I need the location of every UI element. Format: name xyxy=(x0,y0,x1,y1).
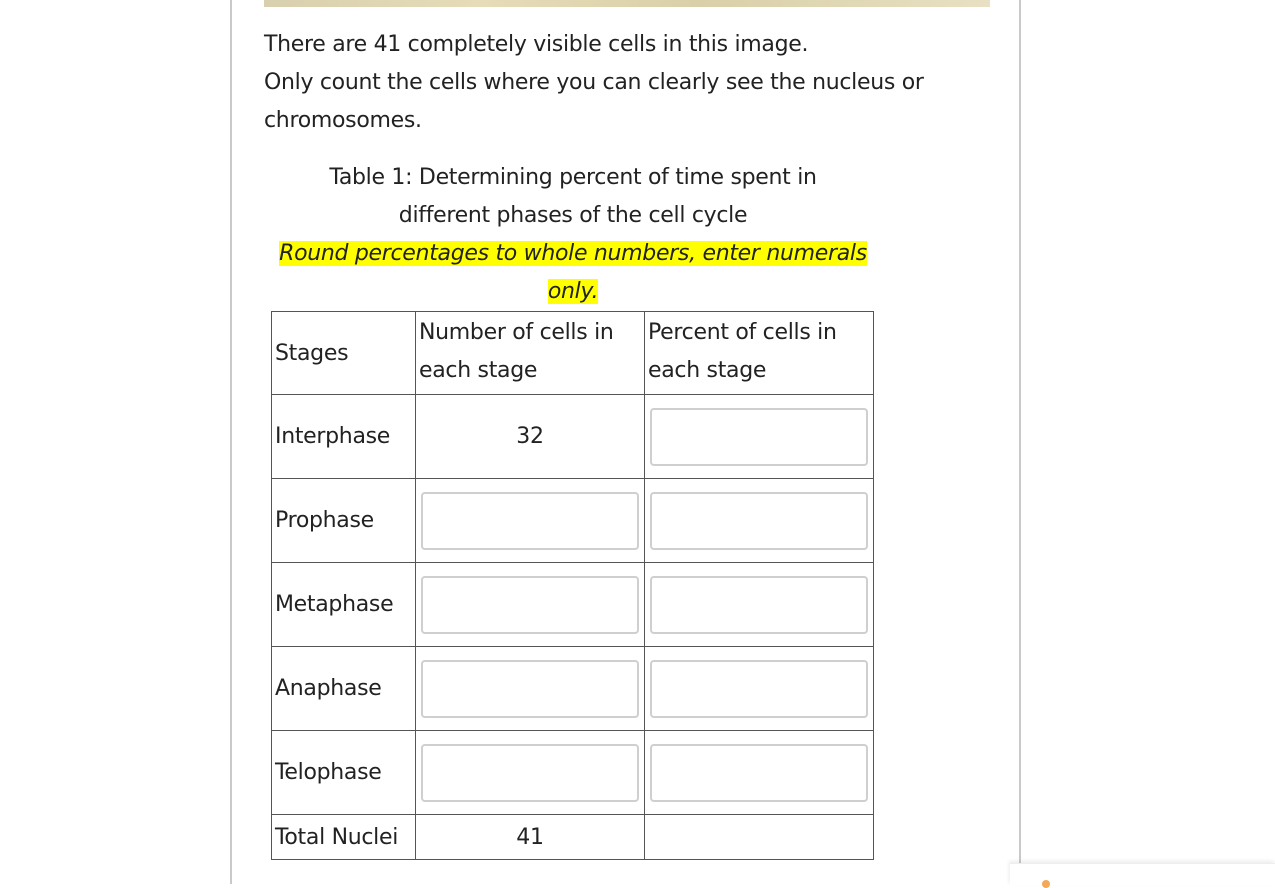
table-title: Table 1: Determining percent of time spent in different phases of the cell cycle xyxy=(329,165,817,228)
cell-image-bottom-edge xyxy=(264,0,990,7)
cell-number-prophase xyxy=(416,479,645,563)
table-row-interphase xyxy=(272,395,874,479)
cell-percent-anaphase xyxy=(645,647,874,731)
anaphase-number-input[interactable] xyxy=(421,660,639,718)
stage-label: Telophase xyxy=(272,731,416,815)
cell-cycle-table xyxy=(271,311,874,860)
cell-percent-telophase xyxy=(645,731,874,815)
table-row-metaphase xyxy=(272,563,874,647)
prophase-number-input[interactable] xyxy=(421,492,639,550)
telophase-number-input[interactable] xyxy=(421,744,639,802)
stage-label: Interphase xyxy=(272,395,416,479)
metaphase-number-input[interactable] xyxy=(421,576,639,634)
floating-widget[interactable] xyxy=(1010,863,1275,885)
header-stages: Stages xyxy=(272,312,416,395)
cell-percent-prophase xyxy=(645,479,874,563)
table-caption xyxy=(272,159,874,311)
widget-dot-icon xyxy=(1042,880,1050,888)
table-instruction: Round percentages to whole numbers, enter numerals only. xyxy=(279,241,867,304)
table-header-row xyxy=(272,312,874,395)
anaphase-percent-input[interactable] xyxy=(650,660,868,718)
cell-number-telophase xyxy=(416,731,645,815)
metaphase-percent-input[interactable] xyxy=(650,576,868,634)
table-row-prophase xyxy=(272,479,874,563)
header-number: Number of cells in each stage xyxy=(416,312,645,395)
cell-number-anaphase xyxy=(416,647,645,731)
interphase-count: 32 xyxy=(416,395,645,479)
telophase-percent-input[interactable] xyxy=(650,744,868,802)
table-row-telophase xyxy=(272,731,874,815)
total-count: 41 xyxy=(416,815,645,860)
intro-text xyxy=(264,26,964,140)
table-row-total xyxy=(272,815,874,860)
cell-number-metaphase xyxy=(416,563,645,647)
table-row-anaphase xyxy=(272,647,874,731)
stage-label: Anaphase xyxy=(272,647,416,731)
header-percent: Percent of cells in each stage xyxy=(645,312,874,395)
total-percent xyxy=(645,815,874,860)
stage-label: Metaphase xyxy=(272,563,416,647)
intro-line-2: Only count the cells where you can clearly see the nucleus or chromosomes. xyxy=(264,70,924,133)
interphase-percent-input[interactable] xyxy=(650,408,868,466)
intro-line-1: There are 41 completely visible cells in this image. xyxy=(264,32,809,57)
cell-percent-interphase xyxy=(645,395,874,479)
stage-label: Prophase xyxy=(272,479,416,563)
prophase-percent-input[interactable] xyxy=(650,492,868,550)
total-label: Total Nuclei xyxy=(272,815,416,860)
cell-percent-metaphase xyxy=(645,563,874,647)
